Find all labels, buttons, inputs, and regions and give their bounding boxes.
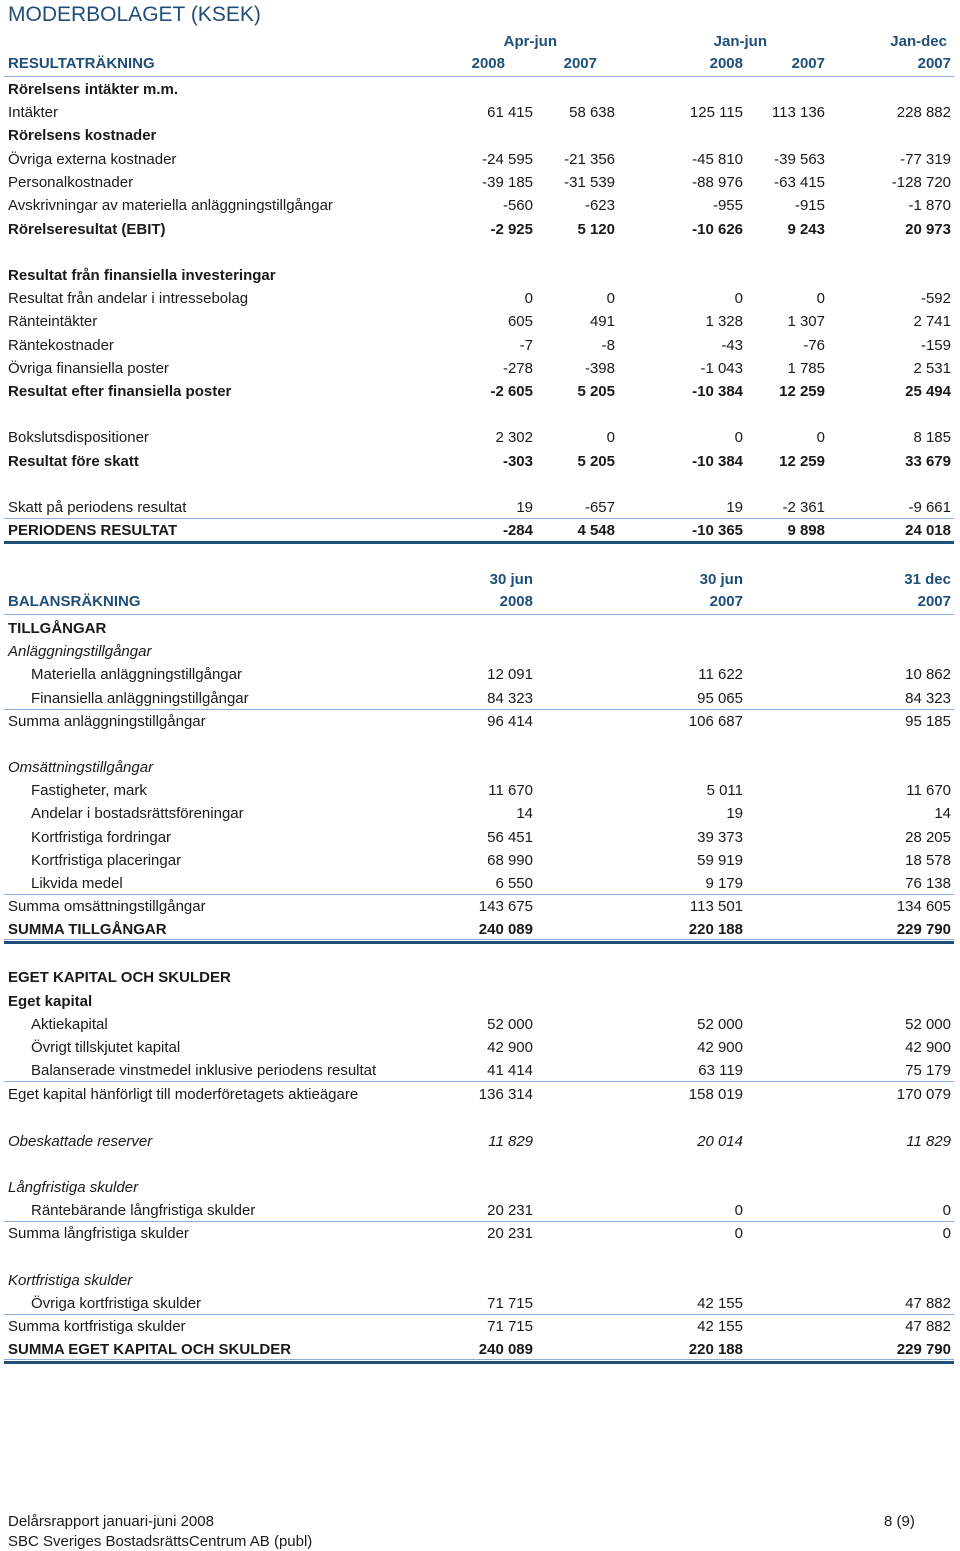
row-value: 20 231 [487, 1202, 533, 1219]
row-value: 5 120 [577, 221, 615, 238]
row-label: Omsättningstillgångar [8, 759, 154, 776]
row-label: Summa anläggningstillgångar [8, 713, 206, 730]
row-value: 71 715 [487, 1318, 533, 1335]
row-value: 42 155 [697, 1318, 743, 1335]
table-row [8, 1036, 952, 1059]
row-value: 12 259 [779, 383, 825, 400]
row-value: 0 [606, 290, 615, 307]
row-value: 11 829 [488, 1133, 533, 1150]
row-label: Finansiella anläggningstillgångar [31, 690, 249, 707]
row-value: 5 011 [706, 782, 743, 799]
row-value: 14 [516, 805, 533, 822]
row-value: 5 205 [577, 453, 615, 470]
table-row [8, 287, 952, 310]
row-value: -77 319 [900, 151, 951, 168]
row-value: 68 990 [487, 852, 533, 869]
row-value: 12 259 [779, 453, 825, 470]
row-label: Materiella anläggningstillgångar [31, 666, 242, 683]
year-label: 2008 [709, 55, 743, 72]
table-row [8, 357, 952, 380]
table-row [8, 1059, 952, 1082]
row-value: -24 595 [482, 151, 533, 168]
row-label: Likvida medel [31, 875, 123, 892]
row-value: -31 539 [564, 174, 615, 191]
row-value: 2 531 [913, 360, 951, 377]
row-value: 9 243 [787, 221, 825, 238]
row-label: Resultat före skatt [8, 453, 139, 470]
table-row [8, 450, 952, 473]
row-value: -7 [519, 337, 533, 354]
row-label: Summa kortfristiga skulder [8, 1318, 186, 1335]
row-value: -592 [920, 290, 951, 307]
row-value: -2 361 [782, 499, 825, 516]
table-row [8, 124, 952, 147]
row-value: 95 065 [697, 690, 743, 707]
row-value: -303 [502, 453, 533, 470]
row-value: 42 900 [487, 1039, 533, 1056]
row-value: 125 115 [689, 104, 743, 121]
row-value: -10 384 [692, 383, 743, 400]
year-label: 2007 [917, 55, 951, 72]
row-label: Avskrivningar av materiella anläggningstillgångar [8, 197, 333, 214]
table-row [8, 687, 952, 710]
table-row [8, 1222, 952, 1245]
row-label: Intäkter [8, 104, 59, 121]
row-value: 28 205 [905, 829, 951, 846]
section-heading: RESULTATRÄKNING [8, 55, 155, 72]
row-label: Kortfristiga skulder [8, 1272, 133, 1289]
row-value: -21 356 [564, 151, 615, 168]
row-value: 220 188 [688, 921, 743, 938]
divider [4, 1359, 954, 1360]
page-number: 8 (9) [884, 1513, 915, 1530]
row-value: -915 [794, 197, 825, 214]
row-value: 52 000 [905, 1016, 951, 1033]
table-row [8, 78, 952, 101]
row-value: 1 785 [787, 360, 825, 377]
year-label: 2007 [791, 55, 825, 72]
row-label: Summa långfristiga skulder [8, 1225, 189, 1242]
table-row [8, 1315, 952, 1338]
row-value: 113 501 [689, 898, 743, 915]
row-value: 59 919 [697, 852, 743, 869]
row-value: 220 188 [688, 1341, 743, 1358]
row-value: 1 328 [705, 313, 743, 330]
table-row [8, 1013, 952, 1036]
row-value: -39 563 [774, 151, 825, 168]
table-row [8, 264, 952, 287]
row-value: 42 155 [697, 1295, 743, 1312]
table-row [8, 1130, 952, 1153]
row-value: 605 [507, 313, 533, 330]
table-row [8, 101, 952, 124]
row-label: Resultat efter finansiella poster [8, 383, 232, 400]
table-row [8, 1292, 952, 1315]
row-value: 229 790 [896, 1341, 951, 1358]
row-value: 240 089 [478, 921, 533, 938]
divider [4, 518, 954, 519]
table-row [8, 171, 952, 194]
row-value: 33 679 [905, 453, 951, 470]
row-label: Eget kapital hänförligt till moderföretagets aktieägare [8, 1086, 359, 1103]
row-label: Räntekostnader [8, 337, 114, 354]
row-value: 11 670 [906, 782, 951, 799]
row-value: 8 185 [913, 429, 951, 446]
row-value: -8 [601, 337, 615, 354]
row-value: 75 179 [905, 1062, 951, 1079]
table-row [8, 710, 952, 733]
row-value: 71 715 [487, 1295, 533, 1312]
row-label: EGET KAPITAL OCH SKULDER [8, 969, 231, 986]
row-value: 0 [734, 1202, 743, 1219]
row-value: 0 [816, 429, 825, 446]
year-label: 2008 [499, 593, 533, 610]
row-value: 76 138 [905, 875, 951, 892]
row-label: SUMMA EGET KAPITAL OCH SKULDER [8, 1341, 292, 1358]
table-row [8, 1199, 952, 1222]
row-value: -88 976 [692, 174, 743, 191]
row-value: -2 605 [490, 383, 533, 400]
divider [4, 939, 954, 940]
divider [4, 941, 954, 944]
table-row [8, 334, 952, 357]
row-value: 42 900 [905, 1039, 951, 1056]
row-value: -39 185 [482, 174, 533, 191]
row-label: Räntebärande långfristiga skulder [31, 1202, 256, 1219]
table-row [8, 872, 952, 895]
row-value: -623 [584, 197, 615, 214]
row-value: 158 019 [688, 1086, 743, 1103]
row-value: 4 548 [577, 522, 615, 539]
row-value: 47 882 [905, 1295, 951, 1312]
row-value: 9 898 [787, 522, 825, 539]
row-label: Resultat från andelar i intressebolag [8, 290, 249, 307]
row-value: 63 119 [698, 1062, 743, 1079]
period-label: Apr-jun [503, 33, 557, 50]
row-label: Andelar i bostadsrättsföreningar [31, 805, 244, 822]
row-value: 14 [934, 805, 951, 822]
row-value: -657 [584, 499, 615, 516]
table-row [8, 779, 952, 802]
row-value: 113 136 [771, 104, 825, 121]
row-label: Långfristiga skulder [8, 1179, 139, 1196]
row-value: 12 091 [487, 666, 533, 683]
row-label: Fastigheter, mark [31, 782, 147, 799]
row-value: 0 [524, 290, 533, 307]
table-row [8, 218, 952, 241]
row-label: Aktiekapital [31, 1016, 108, 1033]
row-value: 0 [734, 290, 743, 307]
row-label: Kortfristiga fordringar [31, 829, 172, 846]
row-label: Anläggningstillgångar [8, 643, 152, 660]
row-value: 491 [589, 313, 615, 330]
row-value: 10 862 [905, 666, 951, 683]
table-row [8, 756, 952, 779]
row-value: -10 384 [692, 453, 743, 470]
year-label: 2007 [917, 593, 951, 610]
table-row [8, 802, 952, 825]
row-value: -955 [712, 197, 743, 214]
row-label: Ränteintäkter [8, 313, 98, 330]
row-label: Balanserade vinstmedel inklusive periodens resultat [31, 1062, 377, 1079]
period-label: Jan-dec [890, 33, 947, 50]
row-value: 0 [734, 429, 743, 446]
row-value: -398 [584, 360, 615, 377]
table-row [8, 496, 952, 519]
page-title: MODERBOLAGET (KSEK) [8, 3, 261, 26]
year-label: 2007 [563, 55, 597, 72]
row-value: 0 [942, 1202, 951, 1219]
row-value: 240 089 [478, 1341, 533, 1358]
row-value: -278 [502, 360, 533, 377]
row-value: 0 [816, 290, 825, 307]
row-value: -9 661 [908, 499, 951, 516]
row-value: 11 622 [698, 666, 743, 683]
table-row [8, 194, 952, 217]
company-name: SBC Sveriges BostadsrättsCentrum AB (publ) [8, 1533, 313, 1550]
row-value: 52 000 [697, 1016, 743, 1033]
row-value: 52 000 [487, 1016, 533, 1033]
row-label: PERIODENS RESULTAT [8, 522, 178, 539]
divider [4, 541, 954, 544]
row-label: Kortfristiga placeringar [31, 852, 182, 869]
year-label: 2008 [471, 55, 505, 72]
row-value: 24 018 [905, 522, 951, 539]
table-row [8, 990, 952, 1013]
row-value: -128 720 [891, 174, 951, 191]
row-label: Personalkostnader [8, 174, 134, 191]
row-value: 170 079 [896, 1086, 951, 1103]
row-label: TILLGÅNGAR [8, 620, 107, 637]
row-label: Obeskattade reserver [8, 1133, 153, 1150]
table-row [8, 895, 952, 918]
row-label: Bokslutsdispositioner [8, 429, 149, 446]
row-value: 20 231 [487, 1225, 533, 1242]
period-label: 30 jun [489, 571, 533, 588]
row-value: 84 323 [487, 690, 533, 707]
row-value: 39 373 [697, 829, 743, 846]
row-value: -76 [803, 337, 825, 354]
row-label: Summa omsättningstillgångar [8, 898, 206, 915]
row-label: Rörelsens intäkter m.m. [8, 81, 179, 98]
row-value: 228 882 [896, 104, 951, 121]
row-label: Resultat från finansiella investeringar [8, 267, 276, 284]
period-label: 30 jun [699, 571, 743, 588]
table-row [8, 918, 952, 941]
row-value: 95 185 [905, 713, 951, 730]
row-value: 2 741 [913, 313, 951, 330]
table-row [8, 1083, 952, 1106]
row-value: 0 [734, 1225, 743, 1242]
row-value: 61 415 [487, 104, 533, 121]
row-label: Övrigt tillskjutet kapital [31, 1039, 181, 1056]
row-value: 0 [942, 1225, 951, 1242]
row-value: 20 973 [905, 221, 951, 238]
year-label: 2007 [709, 593, 743, 610]
row-value: 47 882 [905, 1318, 951, 1335]
row-value: -159 [920, 337, 951, 354]
section-heading: BALANSRÄKNING [8, 593, 141, 610]
row-value: -43 [721, 337, 743, 354]
row-value: 6 550 [495, 875, 533, 892]
row-value: 2 302 [495, 429, 533, 446]
row-value: 143 675 [478, 898, 533, 915]
row-label: Övriga externa kostnader [8, 151, 177, 168]
table-row [8, 380, 952, 403]
row-value: 84 323 [905, 690, 951, 707]
row-value: -560 [502, 197, 533, 214]
row-label: Rörelsens kostnader [8, 127, 157, 144]
row-label: Rörelseresultat (EBIT) [8, 221, 166, 238]
row-value: -284 [502, 522, 533, 539]
row-value: 136 314 [478, 1086, 533, 1103]
row-value: 9 179 [705, 875, 743, 892]
table-row [8, 148, 952, 171]
table-row [8, 519, 952, 542]
row-value: 11 829 [906, 1133, 951, 1150]
row-value: 20 014 [697, 1133, 743, 1150]
table-row [8, 1176, 952, 1199]
row-value: 0 [606, 429, 615, 446]
row-value: 19 [516, 499, 533, 516]
row-value: 42 900 [697, 1039, 743, 1056]
table-row [8, 617, 952, 640]
table-row [8, 640, 952, 663]
period-label: Jan-jun [713, 33, 767, 50]
row-value: 19 [726, 499, 743, 516]
row-value: -1 870 [908, 197, 951, 214]
divider [4, 1361, 954, 1364]
row-value: -63 415 [774, 174, 825, 191]
row-value: -45 810 [692, 151, 743, 168]
row-value: 18 578 [905, 852, 951, 869]
table-row [8, 826, 952, 849]
row-value: 106 687 [688, 713, 743, 730]
row-label: Eget kapital [8, 993, 93, 1010]
row-value: 11 670 [488, 782, 533, 799]
row-value: 134 605 [896, 898, 951, 915]
table-row [8, 426, 952, 449]
row-value: 96 414 [487, 713, 533, 730]
row-value: 41 414 [487, 1062, 533, 1079]
period-label: 31 dec [904, 571, 951, 588]
row-value: 1 307 [787, 313, 825, 330]
row-value: 229 790 [896, 921, 951, 938]
row-value: -1 043 [700, 360, 743, 377]
row-label: Övriga kortfristiga skulder [31, 1295, 202, 1312]
table-row [8, 849, 952, 872]
row-value: 56 451 [487, 829, 533, 846]
row-value: 58 638 [569, 104, 615, 121]
report-name: Delårsrapport januari-juni 2008 [8, 1513, 214, 1530]
row-value: 5 205 [577, 383, 615, 400]
divider [4, 1081, 954, 1082]
table-row [8, 310, 952, 333]
row-label: Skatt på periodens resultat [8, 499, 187, 516]
divider [4, 614, 954, 615]
row-value: 19 [726, 805, 743, 822]
row-label: SUMMA TILLGÅNGAR [8, 921, 167, 938]
row-label: Övriga finansiella poster [8, 360, 169, 377]
table-row [8, 1338, 952, 1361]
row-value: -10 626 [692, 221, 743, 238]
row-value: -2 925 [490, 221, 533, 238]
divider [4, 76, 954, 77]
table-row [8, 966, 952, 989]
table-row [8, 663, 952, 686]
row-value: 25 494 [905, 383, 951, 400]
row-value: -10 365 [692, 522, 743, 539]
table-row [8, 1269, 952, 1292]
